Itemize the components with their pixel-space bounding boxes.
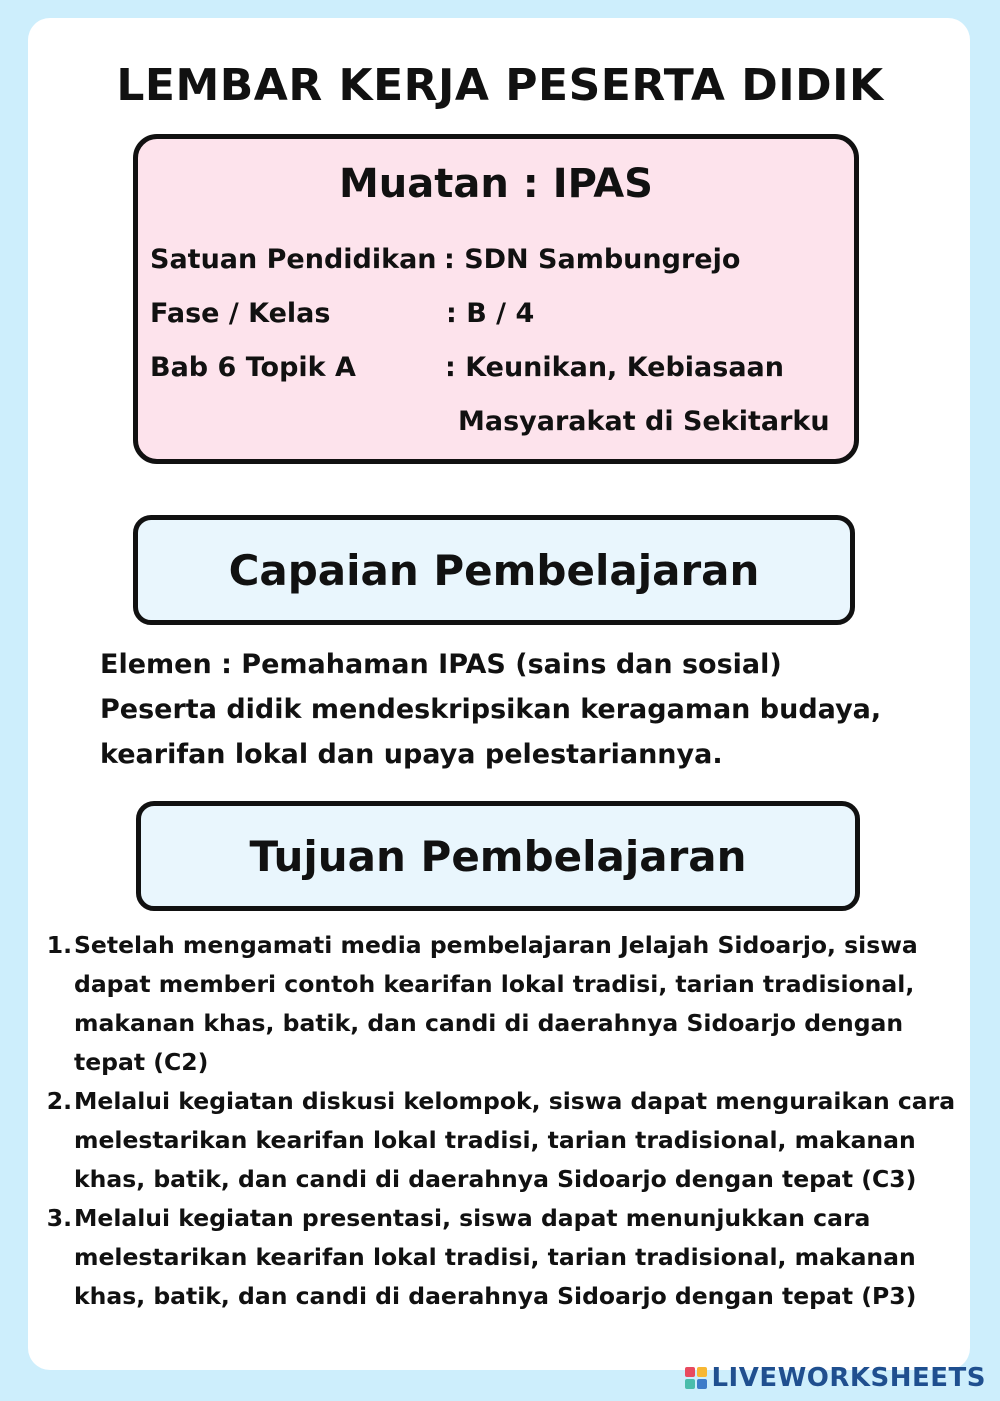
capaian-element: Elemen : Pemahaman IPAS (sains dan sosial) <box>100 649 782 680</box>
logo-text: LIVEWORKSHEETS <box>711 1363 986 1393</box>
subject-heading: Muatan : IPAS <box>338 161 653 207</box>
info-label: Satuan Pendidikan <box>150 244 437 275</box>
info-value: : SDN Sambungrejo <box>444 244 741 275</box>
liveworksheets-logo-icon <box>685 1367 707 1389</box>
capaian-heading: Capaian Pembelajaran <box>228 545 760 595</box>
tujuan-item <box>40 1082 970 1199</box>
info-value: : B / 4 <box>446 298 535 329</box>
info-label: Fase / Kelas <box>150 298 331 329</box>
info-box <box>133 134 859 464</box>
liveworksheets-logo[interactable] <box>685 1363 986 1393</box>
info-value: : Keunikan, Kebiasaan <box>445 352 785 383</box>
item-number: 2. <box>46 1087 72 1115</box>
item-text: Setelah mengamati media pembelajaran Jelajah Sidoarjo, siswa dapat memberi contoh kearifan lokal tradisi, tarian tradisional, makanan khas, batik, dan candi di daerahnya Sidoarjo dengan tepat (C2) <box>74 931 918 1076</box>
item-text: Melalui kegiatan diskusi kelompok, siswa dapat menguraikan cara melestarikan kearifan lokal tradisi, tarian tradisional, makanan khas, batik, dan candi di daerahnya Sidoarjo dengan tepat (C3) <box>74 1087 956 1193</box>
item-text: Melalui kegiatan presentasi, siswa dapat menunjukkan cara melestarikan kearifan lokal tradisi, tarian tradisional, makanan khas, batik, dan candi di daerahnya Sidoarjo dengan tepat (P3) <box>74 1204 917 1310</box>
item-number: 1. <box>46 931 72 959</box>
item-number: 3. <box>46 1204 72 1232</box>
info-value: Masyarakat di Sekitarku <box>458 406 830 437</box>
tujuan-heading-box <box>136 801 860 911</box>
capaian-content <box>100 642 960 777</box>
tujuan-item <box>40 1199 970 1316</box>
info-label: Bab 6 Topik A <box>150 352 356 383</box>
page-title: LEMBAR KERJA PESERTA DIDIK <box>116 60 884 111</box>
tujuan-list <box>40 926 970 1316</box>
tujuan-item <box>40 926 970 1082</box>
capaian-heading-box <box>133 515 855 625</box>
capaian-desc-line-2: kearifan lokal dan upaya pelestariannya. <box>100 739 723 770</box>
capaian-desc-line-1: Peserta didik mendeskripsikan keragaman budaya, <box>100 694 882 725</box>
tujuan-heading: Tujuan Pembelajaran <box>249 831 747 881</box>
